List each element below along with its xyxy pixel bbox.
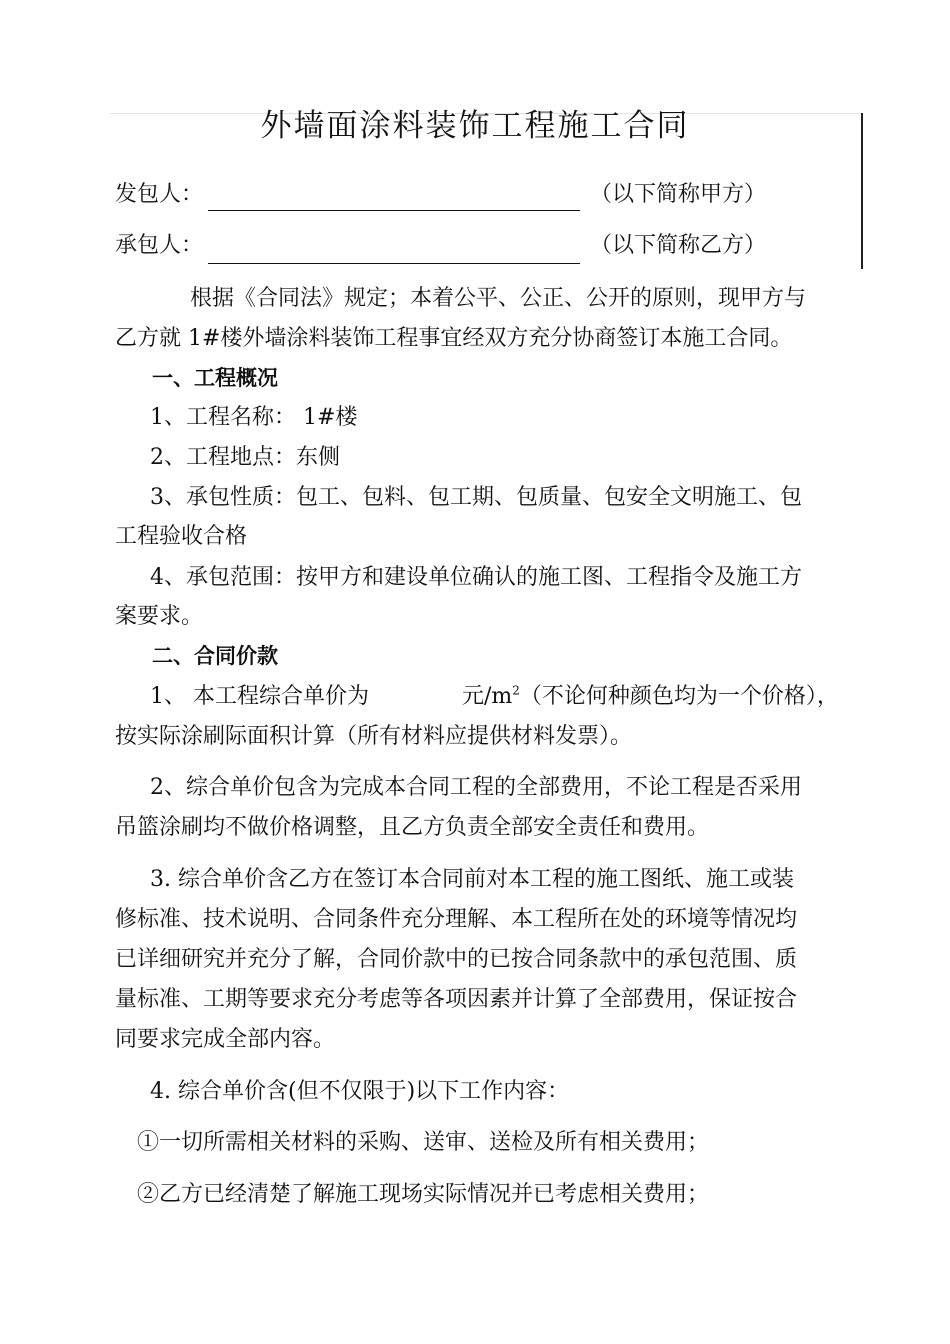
contract-scope-line-1: 4、承包范围：按甲方和建设单位确认的施工图、工程指令及施工方 [150, 565, 802, 590]
project-name: 1、工程名称： 1#楼 [150, 405, 358, 430]
employer-label: 发包人： [115, 182, 204, 207]
price-clause-3-line-4: 量标准、工期等要求充分考虑等各项因素并计算了全部费用，保证按合 [115, 987, 798, 1012]
intro-line-1: 根据《合同法》规定；本着公平、公正、公开的原则，现甲方与 [190, 286, 807, 311]
price-clause-3-line-5: 同要求完成全部内容。 [115, 1027, 336, 1052]
contractor-label: 承包人： [115, 233, 204, 258]
document-title: 外墙面涂料装饰工程施工合同 [260, 108, 690, 144]
price-clause-3-line-1: 3. 综合单价含乙方在签订本合同前对本工程的施工图纸、施工或装 [150, 867, 794, 892]
contractor-blank-line [208, 263, 580, 264]
section-heading-overview: 一、工程概况 [152, 366, 278, 390]
contract-scope-line-2: 案要求。 [115, 604, 204, 629]
work-item-2: ②乙方已经清楚了解施工现场实际情况并已考虑相关费用； [137, 1182, 710, 1207]
section-heading-price: 二、合同价款 [152, 644, 278, 668]
contract-nature-line-1: 3、承包性质：包工、包料、包工期、包质量、包安全文明施工、包 [150, 485, 802, 510]
price-clause-3-line-3: 已详细研究并充分了解，合同价款中的已按合同条款中的承包范围、质 [115, 947, 798, 972]
unit-price-part-1: 1、 本工程综合单价为 [150, 684, 369, 709]
contractor-note: （以下简称乙方） [590, 233, 767, 258]
intro-line-2: 乙方就 1#楼外墙涂料装饰工程事宜经双方充分协商签订本施工合同。 [115, 326, 793, 351]
price-clause-3-line-2: 修标准、技术说明、合同条件充分理解、本工程所在处的环境等情况均 [115, 907, 798, 932]
work-item-1: ①一切所需相关材料的采购、送审、送检及所有相关费用； [137, 1130, 710, 1155]
unit-price-line-2: 按实际涂刷际面积计算（所有材料应提供材料发票）。 [115, 724, 633, 749]
employer-note: （以下简称甲方） [590, 182, 767, 207]
unit-exponent: 2 [512, 683, 520, 698]
price-clause-4-intro: 4. 综合单价含(但不仅限于)以下工作内容： [150, 1079, 570, 1104]
contract-nature-line-2: 工程验收合格 [115, 524, 248, 549]
employer-blank-line [208, 210, 580, 211]
price-clause-2-line-1: 2、综合单价包含为完成本合同工程的全部费用，不论工程是否采用 [150, 775, 802, 800]
price-clause-2-line-2: 吊篮涂刷均不做价格调整，且乙方负责全部安全责任和费用。 [115, 815, 710, 840]
unit-price-unit: 元$/m^2$（不论何种颜色均为一个价格）， [462, 683, 839, 709]
project-location: 2、工程地点：东侧 [150, 445, 340, 470]
